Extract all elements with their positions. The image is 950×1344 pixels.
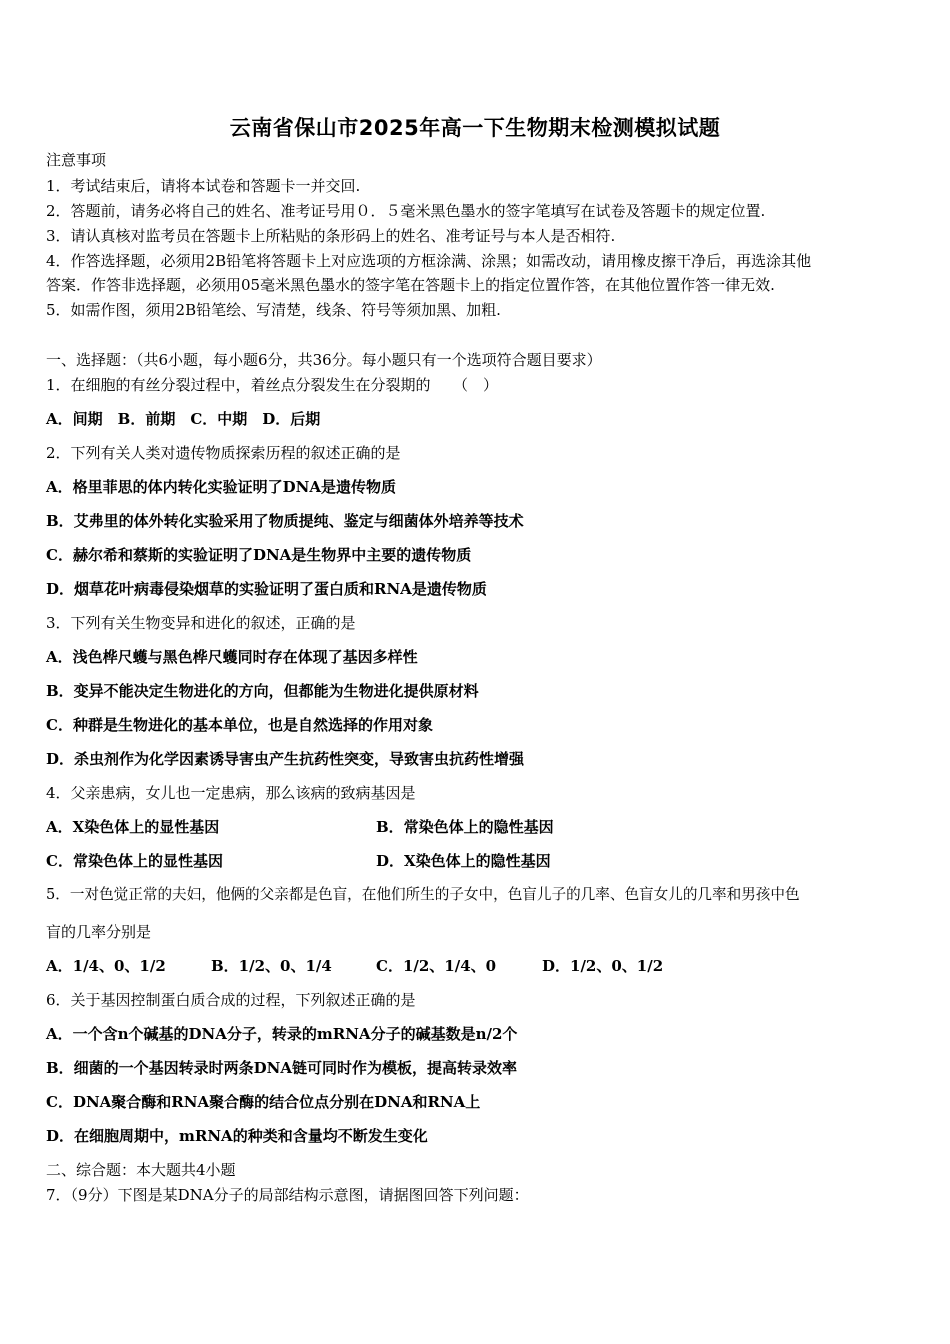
question-stem: 4．父亲患病，女儿也一定患病，那么该病的致病基因是 xyxy=(46,784,416,802)
option-c: C．种群是生物进化的基本单位，也是自然选择的作用对象 xyxy=(46,716,433,734)
question-stem: 7．（9分）下图是某DNA分子的局部结构示意图，请据图回答下列问题： xyxy=(46,1186,529,1204)
option-a: A．浅色桦尺蠖与黑色桦尺蠖同时存在体现了基因多样性 xyxy=(46,648,418,666)
option-a: A．1/4、0、1/2 xyxy=(46,957,166,975)
notice-item: 3．请认真核对监考员在答题卡上所粘贴的条形码上的姓名、准考证号与本人是否相符. xyxy=(46,227,616,245)
question-stem: 5．一对色觉正常的夫妇，他俩的父亲都是色盲，在他们所生的子女中，色盲儿子的几率、色盲女儿的几率和男孩中色 xyxy=(46,886,800,903)
option-c: C．常染色体上的显性基因 xyxy=(46,852,223,870)
option-b: B．艾弗里的体外转化实验采用了物质提纯、鉴定与细菌体外培养等技术 xyxy=(46,512,524,530)
option-b: B．常染色体上的隐性基因 xyxy=(376,818,554,836)
section-heading: 二、综合题：本大题共4小题 xyxy=(46,1161,236,1179)
option-c: C．1/2、1/4、0 xyxy=(376,957,497,975)
question-stem: 3．下列有关生物变异和进化的叙述，正确的是 xyxy=(46,614,356,632)
option-b: B．细菌的一个基因转录时两条DNA链可同时作为模板，提高转录效率 xyxy=(46,1059,518,1077)
option-b: B．1/2、0、1/4 xyxy=(211,957,332,975)
notice-heading: 注意事项 xyxy=(46,151,107,169)
option-a: A．一个含n个碱基的DNA分子，转录的mRNA分子的碱基数是n/2个 xyxy=(46,1025,518,1043)
question-options: A．间期 B．前期 C．中期 D．后期 xyxy=(46,410,321,428)
notice-item: 1．考试结束后，请将本试卷和答题卡一并交回. xyxy=(46,177,361,195)
option-c: C．DNA聚合酶和RNA聚合酶的结合位点分别在DNA和RNA上 xyxy=(46,1093,481,1111)
option-a: A．格里菲思的体内转化实验证明了DNA是遗传物质 xyxy=(46,478,396,496)
notice-item: 5．如需作图，须用2B铅笔绘、写清楚，线条、符号等须加黑、加粗. xyxy=(46,301,501,319)
option-d: D．X染色体上的隐性基因 xyxy=(376,852,551,870)
option-d: D．杀虫剂作为化学因素诱导害虫产生抗药性突变，导致害虫抗药性增强 xyxy=(46,750,525,768)
page-title: 云南省保山市2025年高一下生物期末检测模拟试题 xyxy=(229,116,721,140)
option-c: C．赫尔希和蔡斯的实验证明了DNA是生物界中主要的遗传物质 xyxy=(46,546,472,564)
notice-item: 答案．作答非选择题，必须用05毫米黑色墨水的签字笔在答题卡上的指定位置作答，在其他位置作答一律无效. xyxy=(46,276,775,294)
option-a: A．X染色体上的显性基因 xyxy=(46,818,220,836)
option-d: D．1/2、0、1/2 xyxy=(542,957,664,975)
option-d: D．烟草花叶病毒侵染烟草的实验证明了蛋白质和RNA是遗传物质 xyxy=(46,580,487,598)
section-heading: 一、选择题：（共6小题，每小题6分，共36分。每小题只有一个选项符合题目要求） xyxy=(46,351,602,369)
question-stem: 2．下列有关人类对遗传物质探索历程的叙述正确的是 xyxy=(46,444,401,462)
option-b: B．变异不能决定生物进化的方向，但都能为生物进化提供原材料 xyxy=(46,682,479,700)
question-stem: 1．在细胞的有丝分裂过程中，着丝点分裂发生在分裂期的 （ ） xyxy=(46,376,499,394)
question-stem-continued: 盲的几率分别是 xyxy=(46,923,152,941)
notice-item: 4．作答选择题，必须用2B铅笔将答题卡上对应选项的方框涂满、涂黑；如需改动，请用橡皮擦干净后，再选涂其他 xyxy=(46,252,812,270)
question-stem: 6．关于基因控制蛋白质合成的过程，下列叙述正确的是 xyxy=(46,991,416,1009)
option-d: D．在细胞周期中，mRNA的种类和含量均不断发生变化 xyxy=(46,1127,428,1145)
notice-item: 2．答题前，请务必将自己的姓名、准考证号用０．５毫米黑色墨水的签字笔填写在试卷及答题卡的规定位置. xyxy=(46,202,766,220)
